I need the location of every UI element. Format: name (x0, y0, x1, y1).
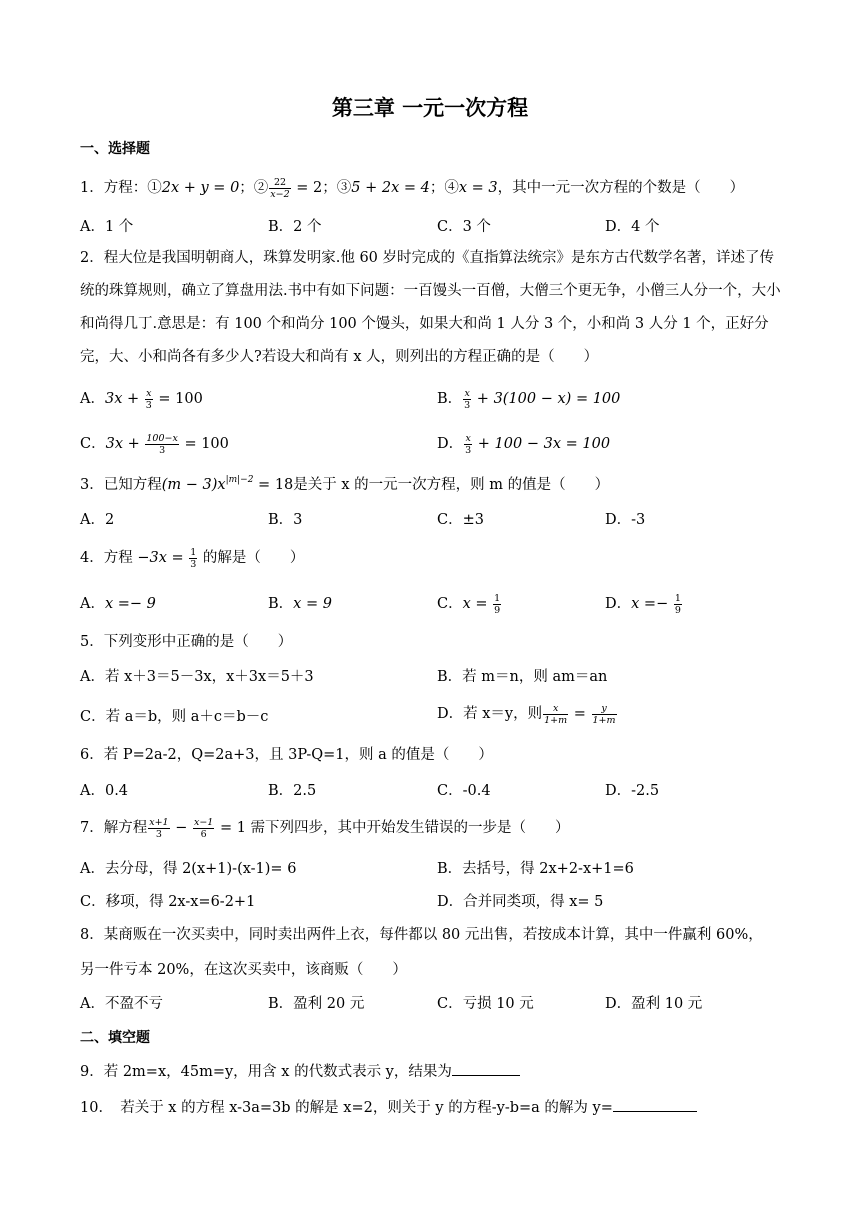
q1-option-a: A．1 个 (80, 219, 134, 235)
q2-option-a: A．3x + $\frac{x}{3}$ = 100 (80, 387, 203, 411)
q5-option-a: A．若 x＋3＝5－3x，x＋3x＝5＋3 (80, 669, 314, 685)
q5-option-c: C．若 a＝b，则 a＋c＝b－c (80, 709, 269, 725)
question-8-line-2: 另一件亏本 20%，在这次买卖中，该商贩（ ） (80, 962, 407, 978)
question-3: 3．已知方程$(m - 3)x^{|m|-2} = 18$是关于 x 的一元一次方程，则 m 的值是（ ） (80, 475, 610, 493)
q1-option-b: B．2 个 (268, 219, 322, 235)
fraction: $\frac{22}{x-2}$ (270, 176, 290, 200)
q8-option-c: C．亏损 10 元 (437, 996, 534, 1012)
question-8-line-1: 8．某商贩在一次买卖中，同时卖出两件上衣，每件都以 80 元出售，若按成本计算，其中一件赢利 60%， (80, 927, 763, 943)
q4-option-c: C．x = $\frac{1}{9}$ (437, 592, 501, 616)
q6-option-d: D．-2.5 (605, 783, 660, 799)
q1-option-c: C．3 个 (437, 219, 491, 235)
q4-option-d: D．x =− $\frac{1}{9}$ (605, 592, 681, 616)
q3-option-b: B．3 (268, 512, 303, 528)
question-1: 1．方程：①2x + y = 0；② $\frac{22}{x-2}$ = 2；③5 + 2x = 4；④x = 3，其中一元一次方程的个数是（ ） (80, 176, 745, 200)
q4-option-a: A．x =− 9 (80, 596, 156, 612)
question-6: 6．若 P=2a-2，Q=2a+3，且 3P-Q=1，则 a 的值是（ ） (80, 747, 493, 763)
q8-option-a: A．不盈不亏 (80, 996, 163, 1012)
section-heading-fill-in: 二、填空题 (80, 1030, 150, 1046)
page-title: 第三章 一元一次方程 (331, 96, 529, 120)
q7-option-a: A．去分母，得 2(x+1)-(x-1)= 6 (80, 861, 297, 877)
q6-option-c: C．-0.4 (437, 783, 491, 799)
section-heading-choice: 一、选择题 (80, 141, 150, 157)
question-5: 5．下列变形中正确的是（ ） (80, 634, 293, 650)
q6-option-a: A．0.4 (80, 783, 129, 799)
q7-option-c: C．移项，得 2x-x=6-2+1 (80, 894, 256, 910)
q2-option-d: D． $\frac{x}{3}$ + 100 − 3x = 100 (437, 432, 611, 456)
answer-blank[interactable] (613, 1099, 697, 1112)
question-4: 4．方程 −3x = $\frac{1}{3}$ 的解是（ ） (80, 546, 305, 570)
q6-option-b: B．2.5 (268, 783, 317, 799)
question-10: 10． 若关于 x 的方程 x-3a=3b 的解是 x=2，则关于 y 的方程-y-b=a 的解为 y= (80, 1096, 697, 1117)
answer-blank[interactable] (452, 1063, 520, 1076)
q7-option-d: D．合并同类项，得 x= 5 (437, 894, 604, 910)
q4-option-b: B．x = 9 (268, 596, 332, 612)
q2-option-b: B． $\frac{x}{3}$ + 3(100 − x) = 100 (437, 387, 621, 411)
q5-option-d: D．若 x＝y，则 $\frac{x}{1+m}$ = $\frac{y}{1+m}$ (437, 702, 616, 726)
q2-option-c: C．3x + $\frac{100-x}{3}$ = 100 (80, 432, 229, 456)
q1-option-d: D．4 个 (605, 219, 660, 235)
question-2: 2．程大位是我国明朝商人，珠算发明家.他 60 岁时完成的《直指算法统宗》是东方古代数学名著，详述了传统的珠算规则，确立了算盘用法.书中有如下问题：一百馒头一百僧，大僧三个更无争，小僧三人分一个，大小和尚得几丁.意思是：有 100 个和尚分 100 个馒头，如果大和尚 1 人分 3 个，小和尚 3 人分 1 个，正好分完，大、小和尚各有多少人?若设大和尚有 x 人，则列出的方程正确的是（ ） (80, 250, 781, 365)
q3-option-d: D．-3 (605, 512, 646, 528)
q7-option-b: B．去括号，得 2x+2-x+1=6 (437, 861, 634, 877)
question-7: 7．解方程 $\frac{x+1}{3}$ − $\frac{x-1}{6}$ = 1 需下列四步，其中开始发生错误的一步是（ ） (80, 816, 570, 840)
question-9: 9．若 2m=x，45m=y，用含 x 的代数式表示 y，结果为 (80, 1060, 520, 1081)
q8-option-b: B．盈利 20 元 (268, 996, 365, 1012)
q3-option-a: A．2 (80, 512, 115, 528)
q8-option-d: D．盈利 10 元 (605, 996, 703, 1012)
q5-option-b: B．若 m＝n，则 am＝an (437, 669, 608, 685)
q3-option-c: C．±3 (437, 512, 484, 528)
